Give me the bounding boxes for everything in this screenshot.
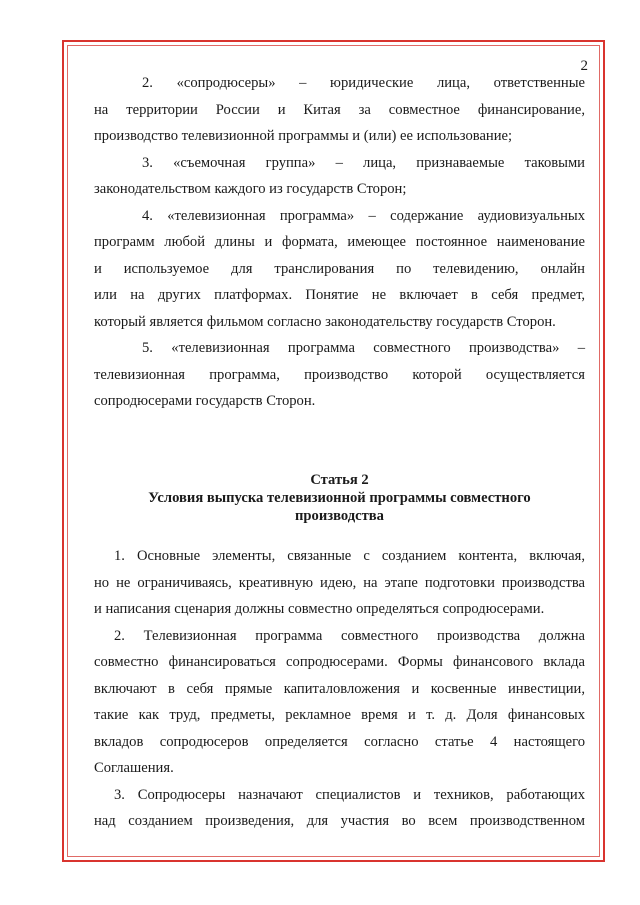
article-number: Статья 2: [310, 472, 369, 488]
definition-3: [94, 150, 585, 203]
definitions-block: [94, 70, 585, 415]
definition-4: [94, 203, 585, 336]
page-number: 2: [580, 58, 588, 74]
text-line: законодательством каждого из государств Сторон;: [94, 181, 407, 197]
text-line: на территории России и Китая за совместное финансирование,: [94, 101, 585, 118]
text-line: но не ограничиваясь, креативную идею, на этапе подготовки производства: [94, 574, 585, 591]
clause-2: [94, 623, 585, 782]
text-line: производство телевизионной программы и (или) ее использование;: [94, 128, 513, 144]
article-title-line: производства: [295, 508, 384, 524]
text-line: 3. Сопродюсеры назначают специалистов и техников, работающих: [114, 786, 585, 803]
text-line: и написания сценария должны совместно определяться сопродюсерами.: [94, 601, 545, 617]
clause-1: [94, 543, 585, 623]
text-line: совместно финансироваться сопродюсерами. Формы финансового вклада: [94, 654, 585, 670]
text-line: 2. Телевизионная программа совместного производства должна: [114, 627, 585, 644]
article-title-line: Условия выпуска телевизионной программы совместного: [148, 490, 531, 506]
text-line: программ любой длины и формата, имеющее постоянное наименование: [94, 234, 585, 250]
text-line: 1. Основные элементы, связанные с созданием контента, включая,: [114, 548, 585, 564]
text-line: 2. «сопродюсеры» – юридические лица, ответственные: [142, 75, 585, 91]
text-line: телевизионная программа, производство которой осуществляется: [94, 366, 585, 383]
text-line: Соглашения.: [94, 760, 174, 776]
definition-5: [94, 335, 585, 415]
text-line: 5. «телевизионная программа совместного производства» –: [142, 340, 585, 356]
text-line: 3. «съемочная группа» – лица, признаваемые таковыми: [142, 154, 585, 171]
text-line: сопродюсерами государств Сторон.: [94, 393, 316, 409]
text-line: 4. «телевизионная программа» – содержание аудиовизуальных: [142, 207, 585, 224]
definition-2: [94, 70, 585, 150]
text-line: и используемое для транслирования по телевидению, онлайн: [94, 260, 585, 277]
article-heading: [94, 471, 585, 525]
text-line: вкладов сопродюсеров определяется согласно статье 4 настоящего: [94, 733, 585, 750]
text-line: или на других платформах. Понятие не включает в себя предмет,: [94, 287, 585, 303]
text-line: включают в себя прямые капиталовложения и косвенные инвестиции,: [94, 680, 585, 697]
clause-3: [94, 782, 585, 835]
text-line: такие как труд, предметы, рекламное время и т. д. Доля финансовых: [94, 707, 585, 723]
text-line: который является фильмом согласно законодательству государств Сторон.: [94, 313, 556, 330]
text-line: над созданием произведения, для участия во всем производственном: [94, 813, 585, 829]
clauses-block: [94, 543, 585, 835]
